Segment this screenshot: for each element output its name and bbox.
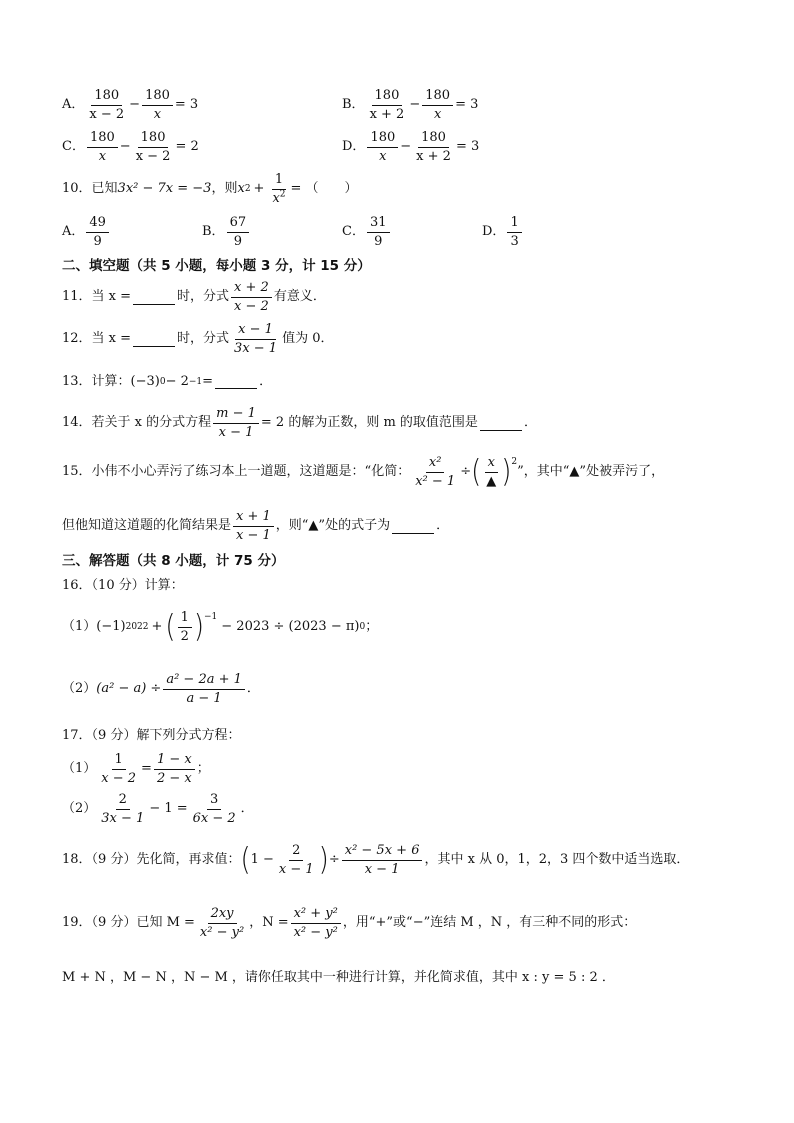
question-16-part-1: （1） (−1) 2022 + ( $\frac{1}{2}$ ) $^{-1}$ − 2023 ÷ (2023 − π) 0 ； xyxy=(62,609,379,646)
q9-option-d: D． $\frac{180}{x}$ − $\frac{180}{x + 2}$ = 3 xyxy=(342,130,480,164)
fraction: $\frac{1}{3}$ xyxy=(507,215,521,249)
fraction: $\frac{m - 1}{x - 1}$ xyxy=(213,406,259,440)
fraction: $\frac{3}{6x - 2}$ xyxy=(192,792,236,826)
answer-blank xyxy=(133,332,175,347)
fraction: $\frac{x + 1}{x - 1}$ xyxy=(233,509,274,543)
section-2-heading: 二、填空题（共 5 小题，每小题 3 分，计 15 分） xyxy=(62,258,371,274)
fraction: $\frac{67}{9}$ xyxy=(227,215,250,249)
q9-option-a: A． $\frac{180}{x - 2}$ − $\frac{180}{x}$ = 3 xyxy=(62,88,199,122)
fraction: $\frac{49}{9}$ xyxy=(86,215,109,249)
answer-blank xyxy=(215,374,257,389)
question-13: 13．计算： (−3) 0 − 2 −1 = ． xyxy=(62,374,273,389)
fraction: $\frac{180}{x}$ xyxy=(142,88,173,122)
fraction: $\frac{1 - x}{2 - x}$ xyxy=(154,752,195,786)
fraction: $\frac{1}{x - 2}$ xyxy=(101,752,137,786)
question-17-part-1: （1） $\frac{1}{x - 2}$ = $\frac{1 - x}{2 - x}$ ； xyxy=(62,752,210,786)
section-3-heading: 三、解答题（共 8 小题，计 75 分） xyxy=(62,553,285,569)
fraction: $\frac{180}{x - 2}$ xyxy=(135,130,171,164)
q10-option-c: C． $\frac{31}{9}$ xyxy=(342,215,392,249)
smudge-triangle: ▲ xyxy=(486,473,497,489)
fraction: $\frac{2xy}{\text{x² − y²}}$ xyxy=(199,906,245,940)
question-11: 11．当 x = 时，分式 $\frac{x + 2}{x - 2}$ 有意义． xyxy=(62,280,326,314)
fraction: $\frac{\text{x²}}{\text{x² − 1}}$ xyxy=(415,455,456,489)
q9-option-c: C． $\frac{180}{x}$ − $\frac{180}{x - 2}$ = 2 xyxy=(62,130,199,164)
fraction: $\frac{x + 2}{x - 2}$ xyxy=(231,280,272,314)
question-19-line-1: 19．（9 分）已知 M = $\frac{2xy}{\text{x² − y²}}$ ，N = $\frac{\text{x² + y²}}{\text{x² − y²}}$ ，用“+”或“−”连结 M ，N ，有三种不同的形式： xyxy=(62,906,637,940)
fraction: $\frac{180}{x}$ xyxy=(422,88,453,122)
q10-option-b: B． $\frac{67}{9}$ xyxy=(202,215,251,249)
answer-blank xyxy=(480,416,522,431)
fraction: $\frac{180}{x}$ xyxy=(87,130,118,164)
question-17-title: 17．（9 分）解下列分式方程： xyxy=(62,728,241,743)
question-16-part-2: （2） (a² − a) ÷ $\frac{\text{a² − 2a + 1}}{a - 1}$ ． xyxy=(62,672,260,706)
answer-blank xyxy=(392,519,434,534)
q10-option-a: A． $\frac{49}{9}$ xyxy=(62,215,111,249)
question-16-title: 16．（10 分）计算： xyxy=(62,578,184,593)
fraction: $\frac{2}{3x - 1}$ xyxy=(101,792,145,826)
answer-blank xyxy=(133,290,175,305)
fraction: $\frac{x}{▲}$ xyxy=(483,455,499,489)
fraction: $\frac{\text{a² − 2a + 1}}{a - 1}$ xyxy=(163,672,245,706)
question-19-line-2: M + N ，M − N ，N − M ，请你任取其中一种进行计算，并化简求值，其中 x : y = 5 : 2 ． xyxy=(62,970,615,985)
question-12: 12．当 x = 时，分式 $\frac{x - 1}{3x - 1}$ 值为 0． xyxy=(62,322,334,356)
fraction: $\frac{\text{x² − 5x + 6}}{x - 1}$ xyxy=(342,843,423,877)
question-17-part-2: （2） $\frac{2}{3x - 1}$ − 1 = $\frac{3}{6x - 2}$ ． xyxy=(62,792,254,826)
fraction: $\frac{2}{x - 1}$ xyxy=(278,843,314,877)
question-14: 14．若关于 x 的分式方程 $\frac{m - 1}{x - 1}$ = 2 的解为正数，则 m 的取值范围是 ． xyxy=(62,406,537,440)
question-18: 18．（9 分）先化简，再求值： ( 1 − $\frac{2}{x - 1}$ ) ÷ $\frac{\text{x² − 5x + 6}}{x - 1}$ ，其中 x 从 0，1，2，3 四个数中适当选取． xyxy=(62,842,690,879)
question-15-line-1: 15．小伟不小心弄污了练习本上一道题，这道题是：“化简： $\frac{\text{x²}}{\text{x² − 1}}$ ÷ ( $\frac{x}{▲}$ ) $^2$ ”，其中“▲”处被弄污了， xyxy=(62,454,665,491)
fraction: $\frac{180}{x + 2}$ xyxy=(416,130,451,164)
fraction: $\frac{31}{9}$ xyxy=(367,215,390,249)
fraction: $\frac{\text{x² + y²}}{\text{x² − y²}}$ xyxy=(291,906,341,940)
q10-option-d: D． $\frac{1}{3}$ xyxy=(482,215,524,249)
q9-option-b: B． $\frac{180}{x + 2}$ − $\frac{180}{x}$ = 3 xyxy=(342,88,479,122)
fraction: $\frac{180}{x - 2}$ xyxy=(89,88,125,122)
question-10: 10．已知 3x² − 7x = −3 ，则 x 2 + $\frac{1}{x^2}$ = （ ） xyxy=(62,172,358,206)
fraction: $\frac{1}{2}$ xyxy=(178,610,192,644)
fraction: $\frac{1}{x^2}$ xyxy=(272,172,286,206)
fraction: $\frac{x - 1}{3x - 1}$ xyxy=(234,322,278,356)
fraction: $\frac{180}{x}$ xyxy=(367,130,398,164)
fraction: $\frac{180}{x + 2}$ xyxy=(369,88,405,122)
question-15-line-2: 但他知道这道题的化简结果是 $\frac{x + 1}{x - 1}$ ，则“▲”处的式子为 ． xyxy=(62,509,450,543)
